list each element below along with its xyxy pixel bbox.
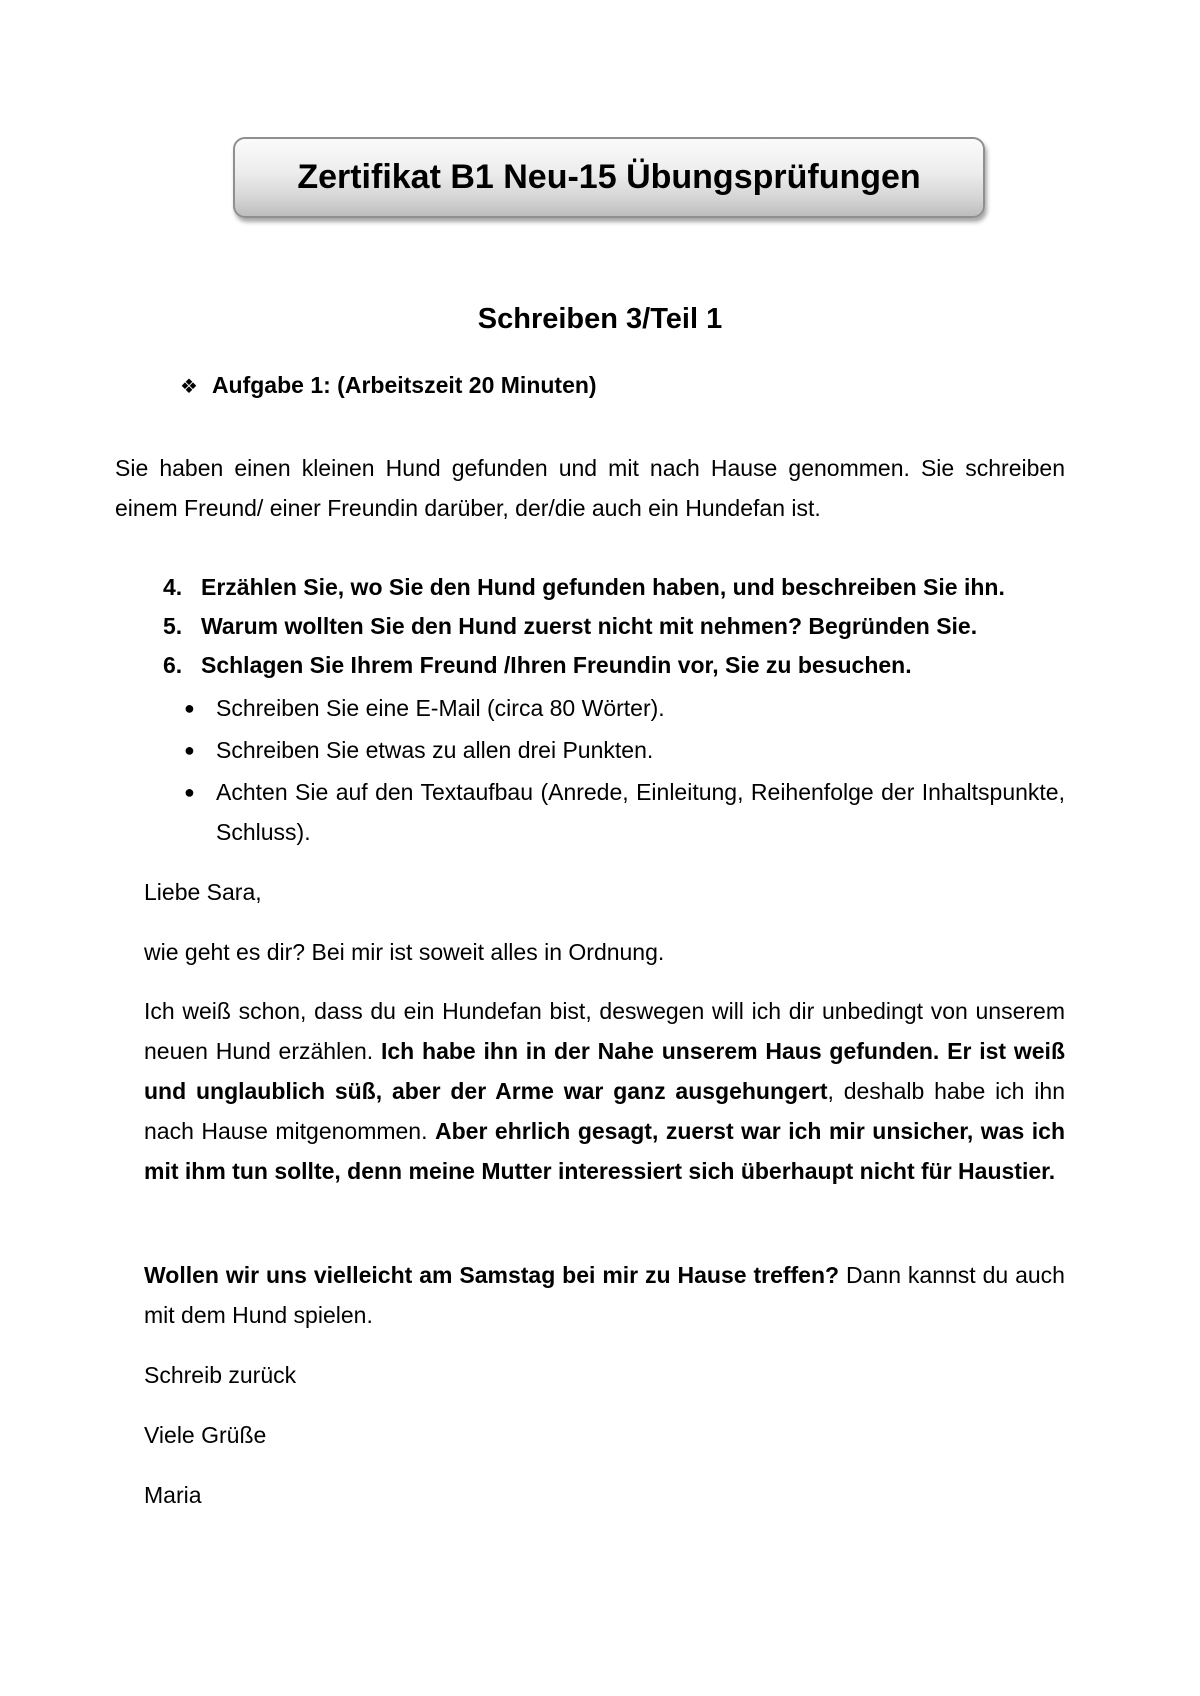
bullet-icon: ●: [184, 782, 195, 802]
point-text: Warum wollten Sie den Hund zuerst nicht mit nehmen? Begründen Sie.: [201, 613, 978, 639]
letter-salutation: Liebe Sara,: [144, 879, 262, 905]
list-item: [180, 772, 1065, 852]
body-text-bold: Ich habe ihn in der Nahe unserem Haus gefunden. Er ist weiß und unglaublich süß, aber der Arme war ganz ausgehungert: [144, 1038, 1065, 1104]
body-text: Dann kannst du auch mit dem Hund spielen.: [144, 1262, 1065, 1328]
list-item: [163, 646, 1005, 685]
letter-body-paragraph: [144, 991, 1065, 1191]
letter-signature: Maria: [144, 1482, 202, 1508]
letter-proposal-paragraph: [144, 1255, 1065, 1335]
list-item: [180, 688, 1065, 728]
instruction-text: Achten Sie auf den Textaufbau (Anrede, Einleitung, Reihenfolge der Inhaltspunkte, Schluss).: [216, 779, 1065, 845]
letter-closing: Schreib zurück: [144, 1362, 297, 1388]
section-title: Schreiben 3/Teil 1: [477, 303, 723, 335]
letter-greeting: Viele Grüße: [144, 1422, 267, 1448]
point-number: 4.: [163, 574, 183, 600]
page-title: Zertifikat B1 Neu-15 Übungsprüfungen: [297, 158, 921, 196]
body-text: Ich weiß schon, dass du ein Hundefan bist, deswegen will ich dir unbedingt von unserem neuen Hund erzählen.: [144, 998, 1065, 1064]
bullet-icon: ●: [184, 740, 195, 760]
body-text: , deshalb habe ich ihn nach Hause mitgenommen.: [144, 1078, 1065, 1144]
bullet-icon: ●: [184, 698, 195, 718]
list-item: [180, 730, 1065, 770]
list-item: [163, 568, 1005, 607]
list-item: [163, 607, 1005, 646]
body-text-bold: Aber ehrlich gesagt, zuerst war ich mir unsicher, was ich mit ihm tun sollte, denn meine Mutter interessiert sich überhaupt nicht für Haustier.: [144, 1118, 1065, 1184]
header-banner: [233, 137, 985, 218]
point-text: Schlagen Sie Ihrem Freund /Ihren Freundin vor, Sie zu besuchen.: [201, 652, 912, 678]
body-text-bold: Wollen wir uns vielleicht am Samstag bei mir zu Hause treffen?: [144, 1262, 840, 1288]
task-label: Aufgabe 1: (Arbeitszeit 20 Minuten): [211, 372, 597, 398]
instruction-list: [180, 688, 1065, 854]
task-heading: [180, 372, 597, 399]
point-number: 5.: [163, 613, 183, 639]
content-points: [163, 568, 1005, 685]
point-text: Erzählen Sie, wo Sie den Hund gefunden haben, und beschreiben Sie ihn.: [201, 574, 1005, 600]
diamond-bullet-icon: ❖: [180, 376, 198, 398]
instruction-text: Schreiben Sie etwas zu allen drei Punkten.: [216, 737, 654, 763]
task-intro: Sie haben einen kleinen Hund gefunden und mit nach Hause genommen. Sie schreiben einem Freund/ einer Freundin darüber, der/die auch ein Hundefan ist.: [115, 455, 1065, 521]
letter-opening: wie geht es dir? Bei mir ist soweit alles in Ordnung.: [144, 939, 665, 965]
point-number: 6.: [163, 652, 183, 678]
instruction-text: Schreiben Sie eine E-Mail (circa 80 Wörter).: [216, 695, 665, 721]
